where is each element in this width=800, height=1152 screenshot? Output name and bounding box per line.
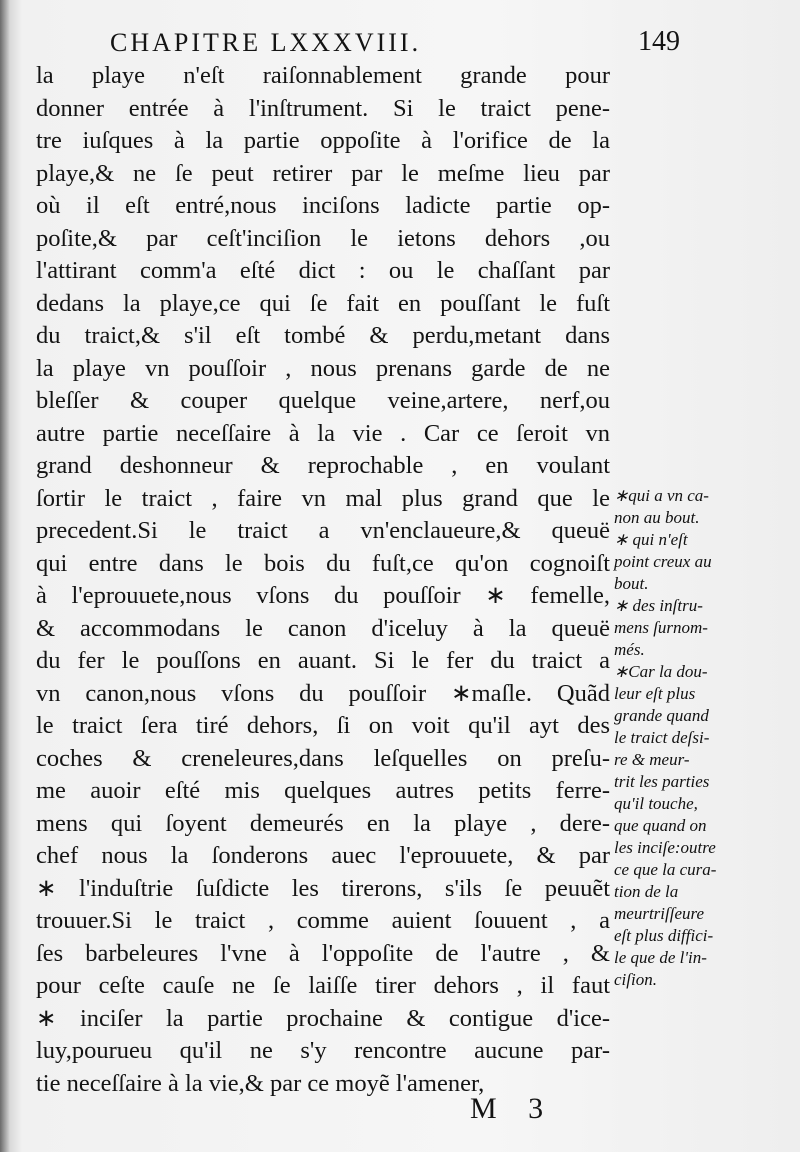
margin-note-line: le traict deſsi- xyxy=(614,728,710,747)
text-line: donner entrée à l'inſtrument. Si le traict pene- xyxy=(36,94,610,122)
text-line: luy,pourueu qu'il ne s'y rencontre aucune par- xyxy=(36,1037,610,1064)
running-head: CHAPITRE LXXXVIII. xyxy=(110,28,422,57)
text-line: poſite,& par ceſt'inciſion le ietons dehors ,ou xyxy=(36,224,610,252)
main-text-block xyxy=(36,60,610,1100)
text-line: coches & creneleures,dans leſquelles on preſu- xyxy=(36,744,610,772)
text-line: bleſſer & couper quelque veine,artere, nerf,ou xyxy=(36,387,610,414)
margin-note-line: mens ſurnom- xyxy=(614,618,708,637)
margin-note-line: més. xyxy=(614,640,645,659)
text-line: playe,& ne ſe peut retirer par le meſme lieu par xyxy=(36,159,610,187)
margin-note-line: ciſion. xyxy=(614,970,657,989)
page-header xyxy=(110,26,680,64)
text-line: l'attirant comm'a eſté dict : ou le chaſſant par xyxy=(36,257,610,284)
margin-note-line: eſt plus diffici- xyxy=(614,926,714,945)
margin-note-line: re & meur- xyxy=(614,750,690,769)
margin-note-line: leur eſt plus xyxy=(614,684,696,703)
margin-note-line: point creux au xyxy=(614,552,712,571)
signature-mark: M 3 xyxy=(470,1092,556,1125)
text-line: autre partie neceſſaire à la vie . Car ce ſeroit vn xyxy=(36,419,610,447)
text-line: à l'eprouuete,nous vſons du pouſſoir ∗ femelle, xyxy=(36,582,610,609)
text-line: dedans la playe,ce qui ſe fait en pouſſant le fuſt xyxy=(36,289,610,317)
margin-note-line: ce que la cura- xyxy=(614,860,717,879)
text-line: ∗ inciſer la partie prochaine & contigue d'ice- xyxy=(36,1004,610,1032)
text-line: trouuer.Si le traict , comme auient ſouuent , a xyxy=(36,907,610,934)
text-line: tie neceſſaire à la vie,& par ce moyẽ l'amener, xyxy=(36,1069,485,1097)
text-line: tre iuſques à la partie oppoſite à l'orifice de la xyxy=(36,127,610,154)
margin-note-line: qu'il touche, xyxy=(614,794,698,813)
text-line: chef nous la ſonderons auec l'eprouuete, & par xyxy=(36,842,610,869)
margin-note-line: non au bout. xyxy=(614,508,700,527)
text-line: la playe n'eſt raiſonnablement grande pour xyxy=(36,62,610,89)
margin-note-line: grande quand xyxy=(614,706,709,725)
page-number: 149 xyxy=(638,26,680,57)
text-line: ∗ l'induſtrie ſuſdicte les tirerons, s'ils ſe peuuẽt xyxy=(36,874,610,902)
margin-note-line: bout. xyxy=(614,574,649,593)
margin-note-line: que quand on xyxy=(614,816,707,835)
margin-note-line: ∗ des inſtru- xyxy=(614,596,703,615)
text-line: & accommodans le canon d'iceluy à la queuë xyxy=(36,614,610,642)
text-line: ſortir le traict , faire vn mal plus grand que le xyxy=(36,484,610,512)
margin-note-line: le que de l'in- xyxy=(614,948,707,967)
margin-notes xyxy=(614,485,764,991)
text-line: du traict,& s'il eſt tombé & perdu,metant dans xyxy=(36,322,610,349)
text-line: où il eſt entré,nous inciſons ladicte partie op- xyxy=(36,192,610,219)
margin-note-line: ∗qui a vn ca- xyxy=(614,486,709,505)
text-line: vn canon,nous vſons du pouſſoir ∗maſle. Quãd xyxy=(36,679,610,707)
text-line: me auoir eſté mis quelques autres petits ferre- xyxy=(36,777,610,804)
margin-note-line: ∗Car la dou- xyxy=(614,662,708,681)
margin-note-line: meurtriſſeure xyxy=(614,904,705,923)
text-line: pour ceſte cauſe ne ſe laiſſe tirer dehors , il faut xyxy=(36,972,610,999)
margin-note-line: ∗ qui n'eſt xyxy=(614,530,688,549)
text-line: precedent.Si le traict a vn'enclaueure,& queuë xyxy=(36,517,610,544)
margin-note-line: tion de la xyxy=(614,882,679,901)
margin-note-line: trit les parties xyxy=(614,772,710,791)
margin-note-line: les inciſe:outre xyxy=(614,838,716,857)
text-line: le traict ſera tiré dehors, ſi on voit qu'il ayt des xyxy=(36,712,610,739)
text-line: mens qui ſoyent demeurés en la playe , dere- xyxy=(36,809,610,837)
text-line: qui entre dans le bois du fuſt,ce qu'on cognoiſt xyxy=(36,549,610,577)
text-line: grand deshonneur & reprochable , en voulant xyxy=(36,452,610,479)
text-line: ſes barbeleures l'vne à l'oppoſite de l'autre , & xyxy=(36,939,610,967)
text-line: du fer le pouſſons en auant. Si le fer du traict a xyxy=(36,647,610,674)
text-line: la playe vn pouſſoir , nous prenans garde de ne xyxy=(36,354,610,382)
